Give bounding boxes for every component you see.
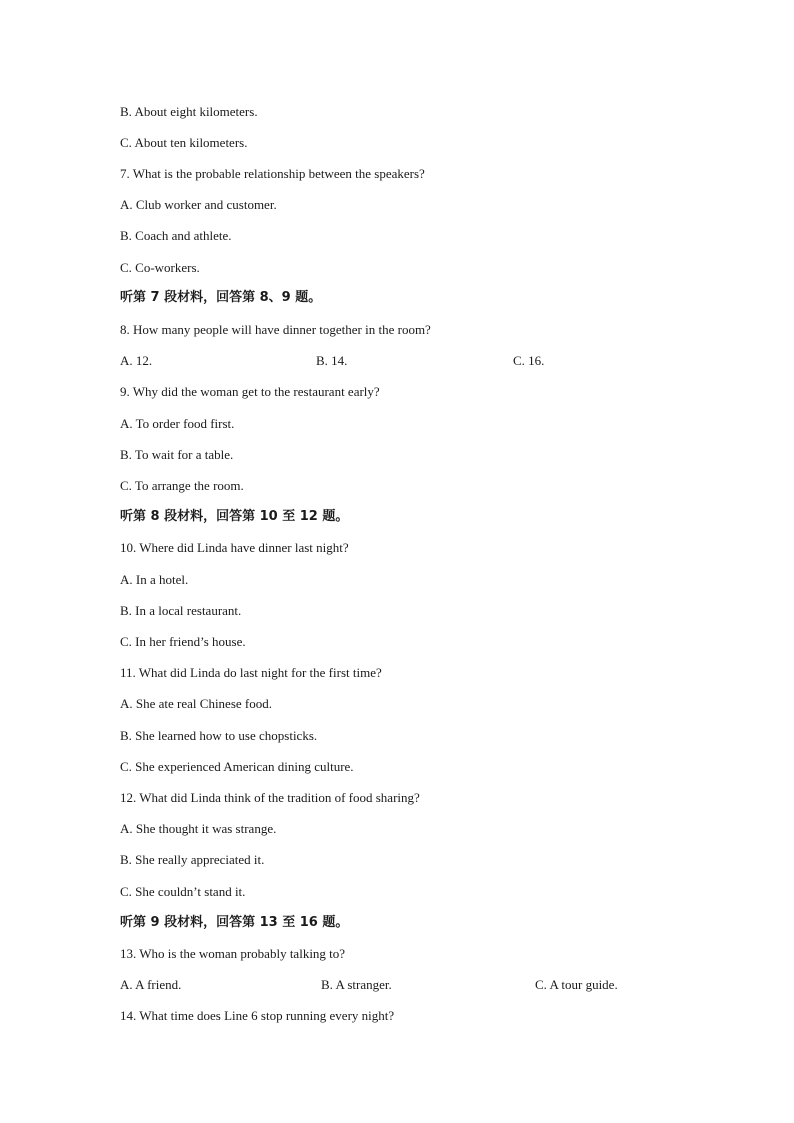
q11-option-a: A. She ate real Chinese food. xyxy=(120,696,272,711)
q13-question: 13. Who is the woman probably talking to? xyxy=(120,946,346,961)
q7-option-a: A. Club worker and customer. xyxy=(120,197,277,212)
q7-question: 7. What is the probable relationship between the speakers? xyxy=(120,166,425,181)
q8-option-a: A. 12. xyxy=(120,353,153,368)
q12-option-c: C. She couldn’t stand it. xyxy=(120,884,246,899)
q14-question: 14. What time does Line 6 stop running every night? xyxy=(120,1008,395,1023)
q13-options xyxy=(0,977,794,993)
q9-option-c: C. To arrange the room. xyxy=(120,478,244,493)
q10-question: 10. Where did Linda have dinner last night? xyxy=(120,540,349,555)
q6-option-b: B. About eight kilometers. xyxy=(120,104,258,119)
q10-option-a: A. In a hotel. xyxy=(120,572,189,587)
q12-question: 12. What did Linda think of the tradition of food sharing? xyxy=(120,790,420,805)
q11-option-b: B. She learned how to use chopsticks. xyxy=(120,728,318,743)
q12-option-b: B. She really appreciated it. xyxy=(120,852,265,867)
q10-option-c: C. In her friend’s house. xyxy=(120,634,246,649)
q9-question: 9. Why did the woman get to the restaurant early? xyxy=(120,384,380,399)
q8-question: 8. How many people will have dinner together in the room? xyxy=(120,322,431,337)
q7-option-c: C. Co-workers. xyxy=(120,260,200,275)
section-8-heading: 听第 8 段材料，回答第 10 至 12 题。 xyxy=(120,509,349,524)
q13-option-b: B. A stranger. xyxy=(321,977,392,992)
q6-option-c: C. About ten kilometers. xyxy=(120,135,248,150)
section-9-heading: 听第 9 段材料，回答第 13 至 16 题。 xyxy=(120,915,349,930)
q13-option-c: C. A tour guide. xyxy=(535,977,618,992)
q11-option-c: C. She experienced American dining culture. xyxy=(120,759,354,774)
q7-option-b: B. Coach and athlete. xyxy=(120,228,232,243)
section-7-heading: 听第 7 段材料，回答第 8、9 题。 xyxy=(120,290,322,305)
q9-option-b: B. To wait for a table. xyxy=(120,447,234,462)
q8-option-b: B. 14. xyxy=(316,353,348,368)
q8-option-c: C. 16. xyxy=(513,353,545,368)
q10-option-b: B. In a local restaurant. xyxy=(120,603,242,618)
q12-option-a: A. She thought it was strange. xyxy=(120,821,277,836)
q13-option-a: A. A friend. xyxy=(120,977,182,992)
q8-options xyxy=(0,353,794,369)
q9-option-a: A. To order food first. xyxy=(120,416,235,431)
q11-question: 11. What did Linda do last night for the first time? xyxy=(120,665,382,680)
